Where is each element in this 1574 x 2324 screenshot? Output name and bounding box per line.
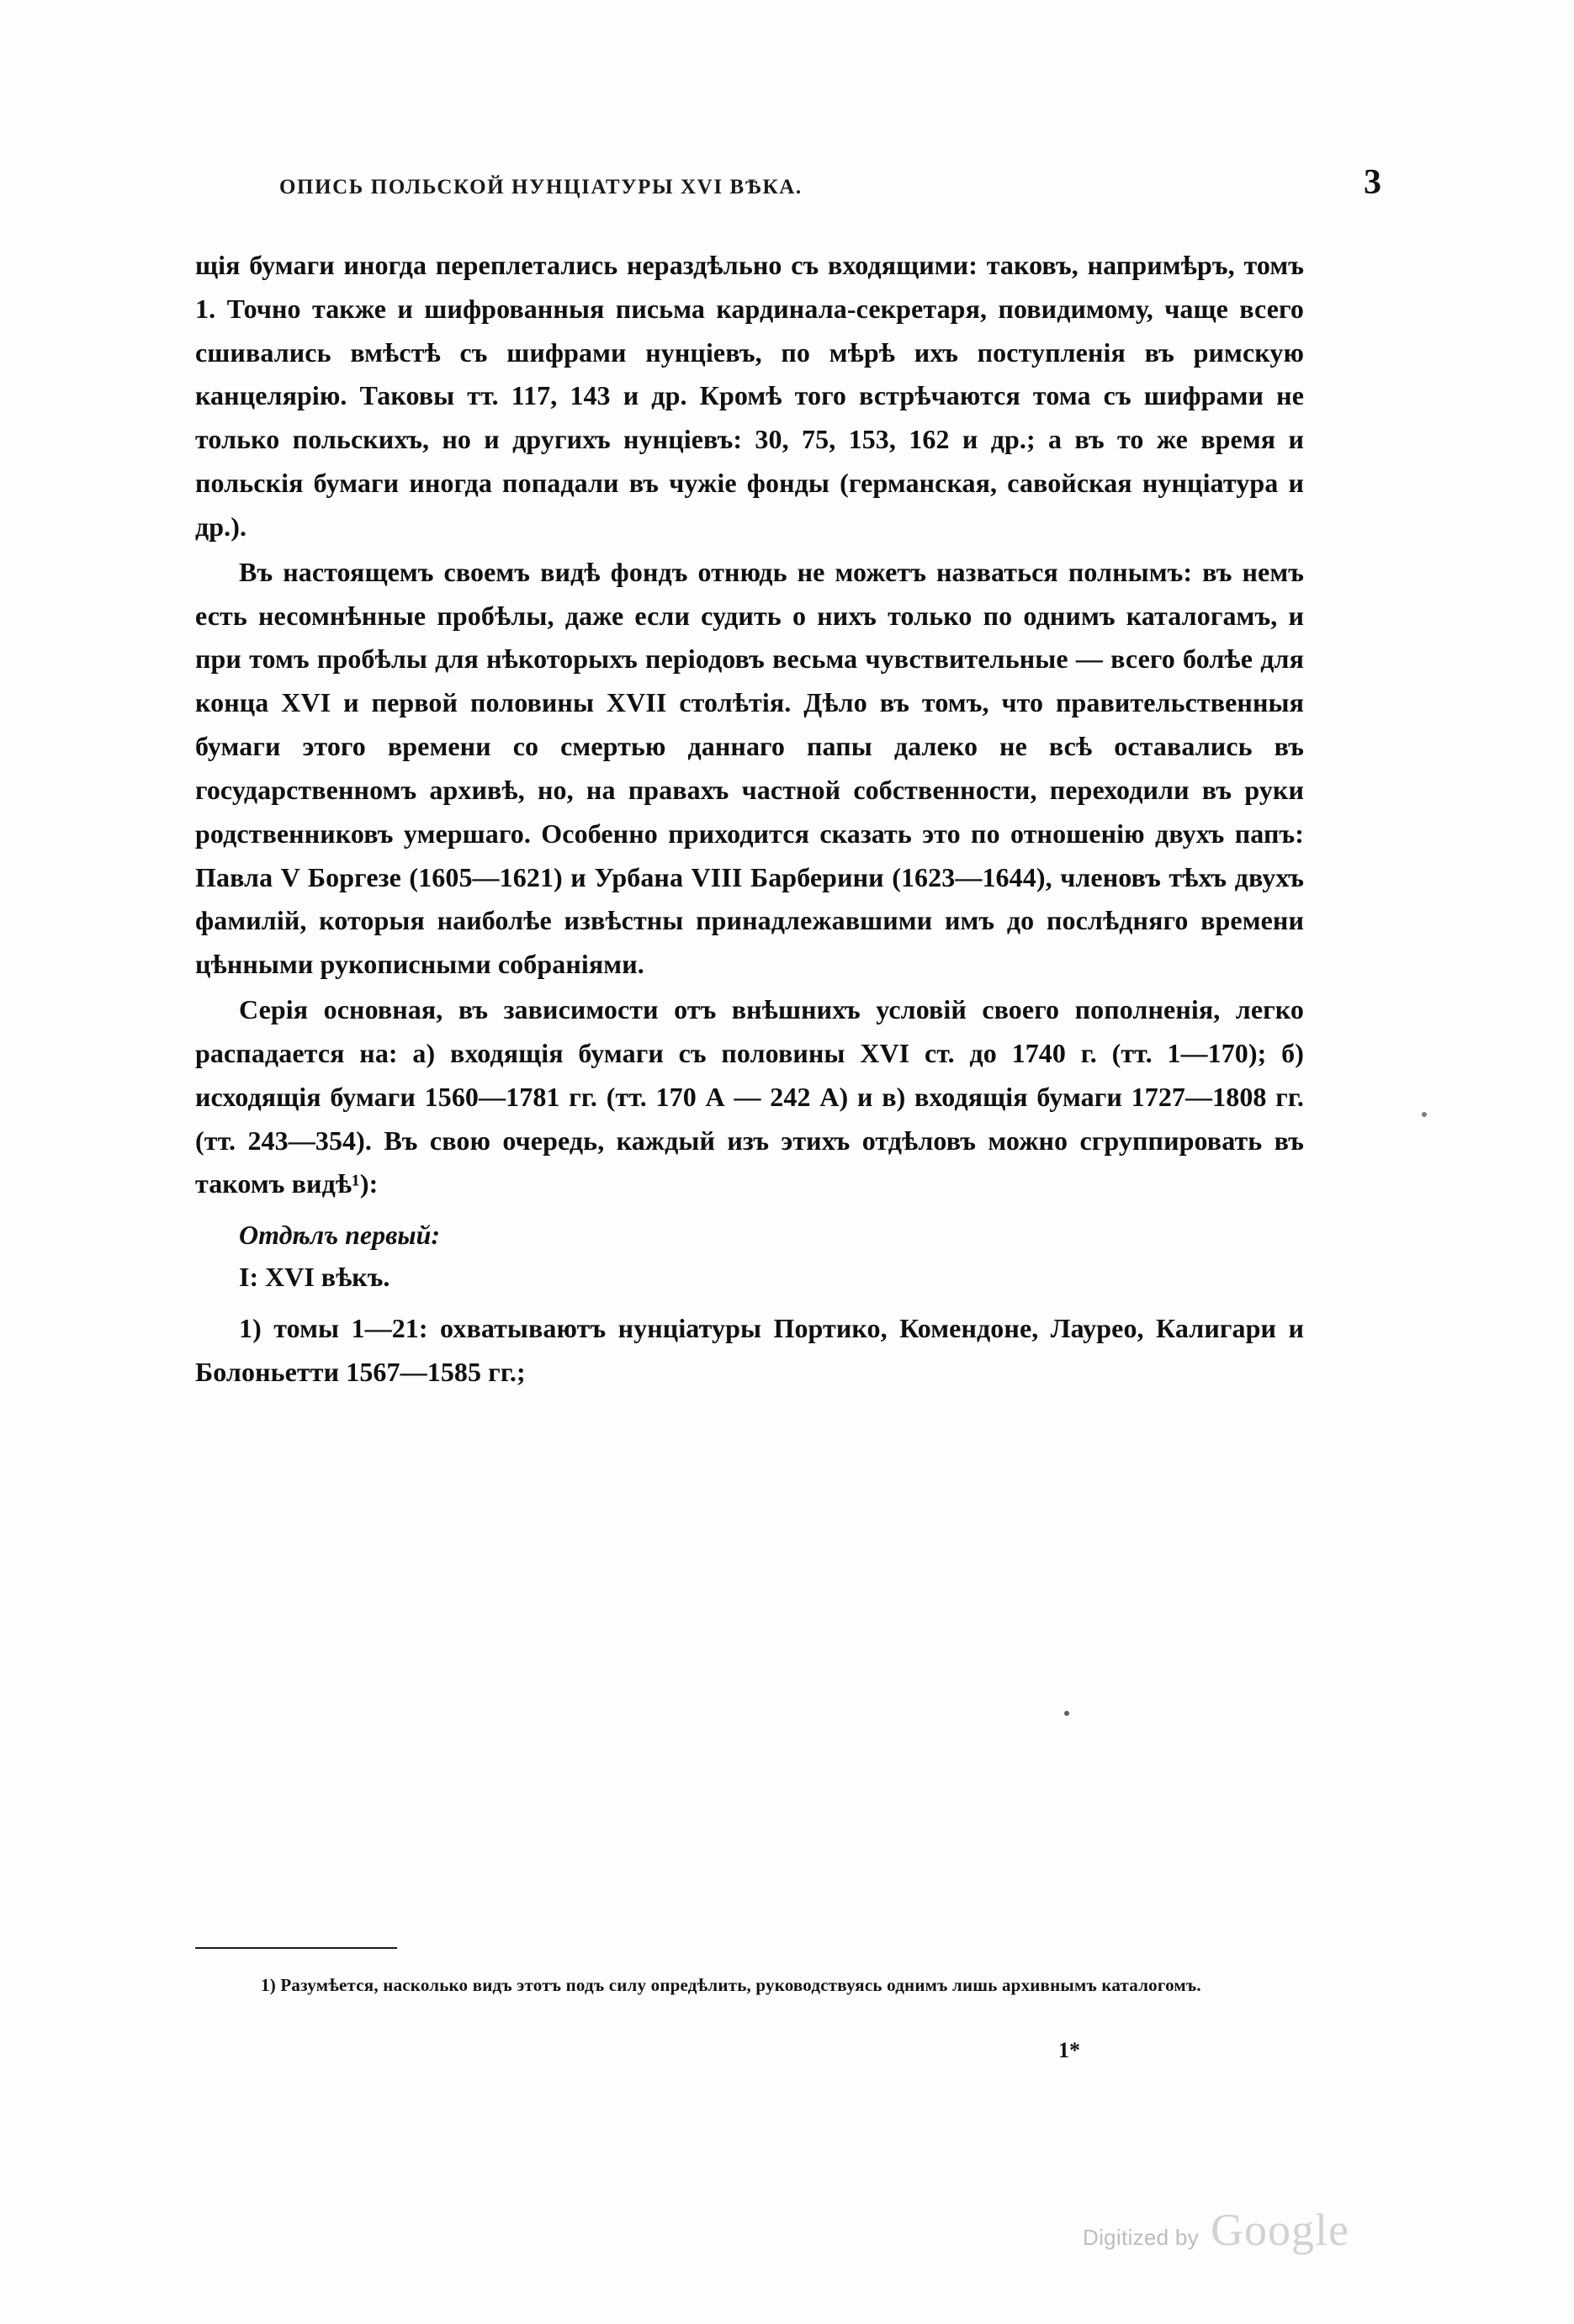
footnote-divider	[195, 1947, 397, 1949]
footnote-text	[195, 1972, 1381, 1999]
subsection-heading: I: XVI вѣкъ.	[239, 1262, 390, 1293]
paragraph-3: Серія основная, въ зависимости отъ внѣшнихъ условій своего пополненія, легко распадается на: а) входящія бумаги съ половины XVI ст. до 1740 г. (тт. 1—170); б) исходящія бумаги 1560—1781 гг. (тт. 170 А — 242 А) и в) входящія бумаги 1727—1808 гг. (тт. 243—354). Въ свою очередь, каждый изъ этихъ отдѣловъ можно сгруппировать въ такомъ видѣ¹):	[195, 994, 1304, 1199]
paragraph-1: щія бумаги иногда переплетались нераздѣльно съ входящими: таковъ, напримѣръ, томъ 1. Точно также и шифрованныя письма кардинала-секретаря, повидимому, чаще всего сшивались вмѣстѣ съ шифрами нунціевъ, по мѣрѣ ихъ поступленія въ римскую канцелярію. Таковы тт. 117, 143 и др. Кромѣ того встрѣчаются тома съ шифрами не только польскихъ, но и другихъ нунціевъ: 30, 75, 153, 162 и др.; а въ то же время и польскія бумаги иногда попадали въ чужіе фонды (германская, савойская нунціатура и др.).	[195, 250, 1304, 542]
watermark	[1083, 2204, 1349, 2256]
watermark-brand: Google	[1211, 2205, 1349, 2255]
running-title: ОПИСЬ ПОЛЬСКОЙ НУНЦІАТУРЫ XVI ВѢКА.	[279, 176, 803, 199]
ink-speck	[1064, 1711, 1069, 1716]
signature-mark: 1*	[1058, 2038, 1080, 2062]
list-item: 1) томы 1—21: охватываютъ нунціатуры Портико, Комендоне, Лауреo, Калигари и Болоньетти 1567—1585 гг.;	[195, 1312, 1304, 1387]
page-number: 3	[1364, 163, 1381, 202]
watermark-by-text: Digitized by	[1083, 2225, 1199, 2250]
body-text	[195, 244, 1304, 1395]
section-heading: Отдѣлъ первый:	[239, 1220, 441, 1251]
page-header	[195, 165, 1381, 200]
ink-speck-secondary	[1422, 1112, 1427, 1117]
paragraph-2: Въ настоящемъ своемъ видѣ фондъ отнюдь не можетъ назваться полнымъ: въ немъ есть несомнѣнные пробѣлы, даже если судить о нихъ только по однимъ каталогамъ, и при томъ пробѣлы для нѣкоторыхъ періодовъ весьма чувствительные — всего болѣе для конца XVI и первой половины XVII столѣтія. Дѣло въ томъ, что правительственныя бумаги этого времени со смертью даннаго папы далеко не всѣ оставались въ государственномъ архивѣ, но, на правахъ частной собственности, переходили въ руки родственниковъ умершаго. Особенно приходится сказать это по отношенію двухъ папъ: Павла V Боргезе (1605—1621) и Урбана VIII Барберини (1623—1644), членовъ тѣхъ двухъ фамилій, которыя наиболѣе извѣстны принадлежавшими имъ до послѣдняго времени цѣнными рукописными собраніями.	[195, 556, 1304, 980]
footnote-body: 1) Разумѣется, насколько видъ этотъ подъ силу опредѣлить, руководствуясь однимъ лишь архивнымъ каталогомъ.	[261, 1975, 1201, 1995]
